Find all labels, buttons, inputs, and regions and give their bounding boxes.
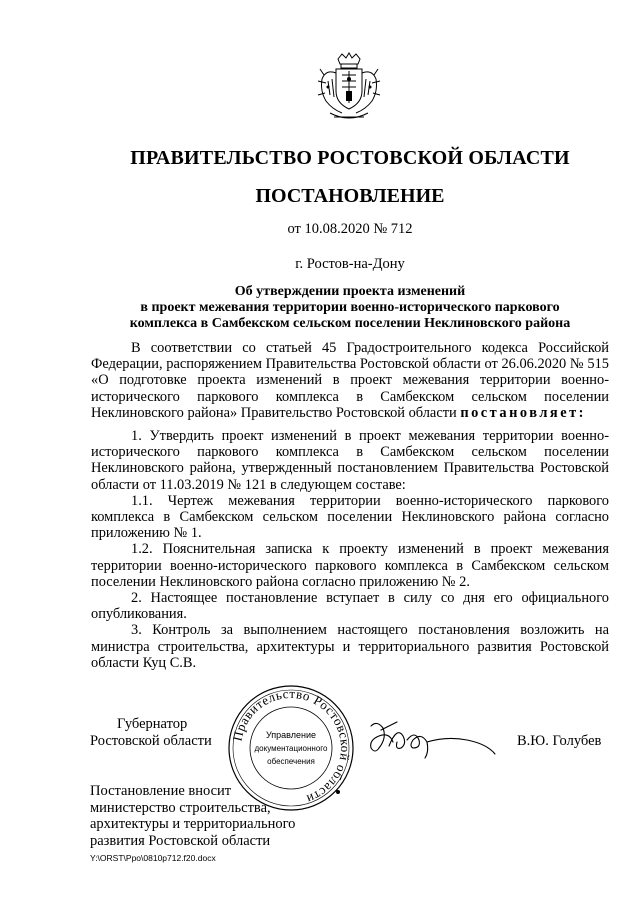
signatory-position bbox=[90, 716, 212, 750]
submitted-line-4: развития Ростовской области bbox=[90, 832, 271, 849]
submitted-line-3: архитектуры и территориального bbox=[90, 816, 296, 832]
document-body bbox=[91, 340, 609, 671]
stamp-inner-line-3: обеспечения bbox=[267, 757, 315, 766]
submitted-line-2: министерство строительства, bbox=[90, 799, 271, 816]
handwritten-signature bbox=[367, 718, 499, 762]
date-number: от 10.08.2020 № 712 bbox=[287, 221, 413, 237]
stamp-inner-line-2: документационного bbox=[254, 744, 328, 753]
item-1-2: 1.2. Пояснительная записка к проекту изменений в проект межевания территории военно-исторического паркового комплекса в Самбекском сельском поселении Неклиновского района согласно приложению № 2. bbox=[91, 541, 609, 590]
stamp-inner-line-1: Управление bbox=[265, 730, 317, 740]
subject-line-2: в проект межевания территории военно-исторического паркового bbox=[140, 300, 560, 315]
stamp-outer-text: Правительство Ростовской области bbox=[229, 685, 354, 808]
preamble-text: В соответствии со статьей 45 Градостроительного кодекса Российской Федерации, распоряжением Правительства Ростовской области от 26.06.2020 № 515 «О подготовке проекта изменений в проект межевания территории военно-исторического паркового комплекса в Самбекском сельском поселении Неклиновского района» Правительство Ростовской области bbox=[91, 340, 609, 421]
position-line-1: Губернатор bbox=[117, 716, 188, 732]
government-title: ПРАВИТЕЛЬСТВО РОСТОВСКОЙ ОБЛАСТИ bbox=[130, 147, 570, 169]
signatory-name: В.Ю. Голубев bbox=[517, 733, 602, 749]
subject-line-1: Об утверждении проекта изменений bbox=[234, 284, 466, 299]
submitted-line-1: Постановление вносит bbox=[90, 783, 232, 799]
subject-line-3: комплекса в Самбекском сельском поселении Неклиновского района bbox=[129, 316, 571, 331]
position-line-2: Ростовской области bbox=[90, 733, 212, 749]
coat-of-arms-icon bbox=[316, 51, 382, 125]
submitted-by bbox=[90, 783, 295, 849]
document-subject bbox=[60, 284, 640, 332]
document-type: ПОСТАНОВЛЕНИЕ bbox=[255, 185, 445, 207]
item-1-1: 1.1. Чертеж межевания территории военно-исторического паркового комплекса в Самбекском сельском поселении Неклиновского района согласно приложению № 1. bbox=[91, 492, 609, 542]
resolves-word: постановляет: bbox=[460, 404, 586, 421]
item-3: 3. Контроль за выполнением настоящего постановления возложить на министра строительства, архитектуры и территориального развития Ростовской области Куц С.В. bbox=[91, 622, 609, 671]
file-path: Y:\ORST\Ppo\0810p712.f20.docx bbox=[90, 853, 216, 863]
preamble-paragraph bbox=[91, 340, 609, 421]
item-2: 2. Настоящее постановление вступает в силу со дня его официального опубликования. bbox=[91, 590, 609, 623]
city: г. Ростов-на-Дону bbox=[295, 256, 405, 272]
item-1: 1. Утвердить проект изменений в проект межевания территории военно-исторического паркового комплекса в Самбекском сельском поселении Неклиновского района, утвержденный постановлением Правительства Ростовской области от 11.03.2019 № 121 в следующем составе: bbox=[91, 428, 609, 493]
